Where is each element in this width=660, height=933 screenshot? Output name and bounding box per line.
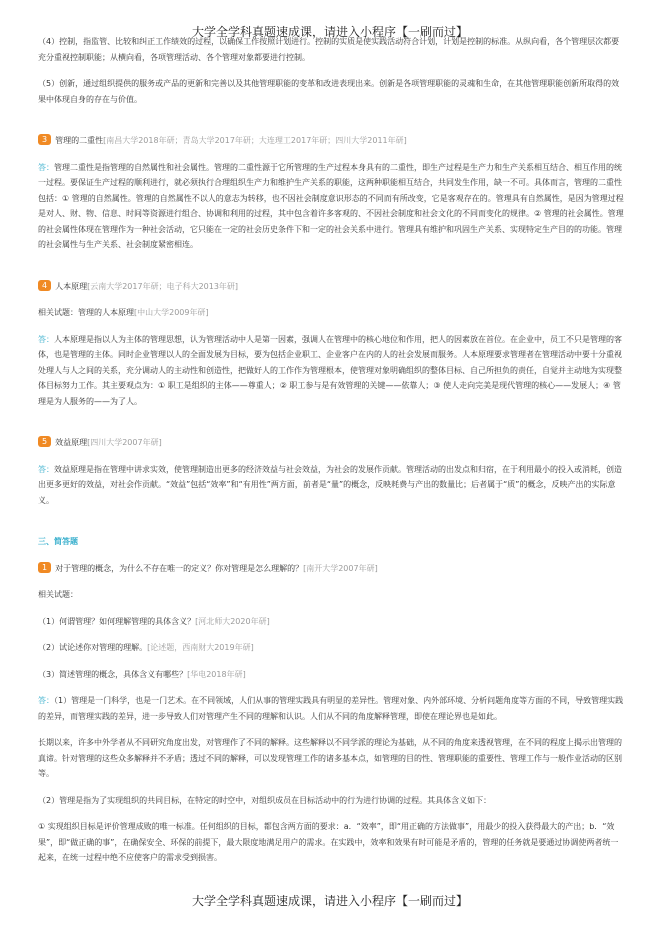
answer-label: 答： bbox=[38, 464, 54, 474]
answer-text: （1）管理是一门科学，也是一门艺术。在不同领域，人们从事的管理实践具有明显的差异性。管理对象、内外部环境、分析问题角度等方面的不同，导致管理实践的差异，而管理实践的差异，进一步导致人们对管理产生不同的理解和认识。人们从不同的角度解释管理，即使在理论界也是如此。 bbox=[38, 696, 624, 721]
related-text: （1）何谓管理？如何理解管理的具体含义？ bbox=[38, 616, 196, 626]
short-answer-paragraph-2: 长期以来，许多中外学者从不同研究角度出发，对管理作了不同的解释。这些解释以不同学派的理论为基础，从不同的角度来透视管理，在不同的程度上揭示出管理的真谛。针对管理的这些众多解释并不矛盾；透过不同的解释，可以发现管理工作的诸多基本点，如管理的目的性、管理职能的重要性、管理工作与一般作业活动的区别等。 bbox=[38, 738, 622, 778]
question-title: 人本原理 bbox=[55, 281, 88, 291]
answer-text: 管理二重性是指管理的自然属性和社会属性。管理的二重性源于它所管理的生产过程本身具有的二重性，即生产过程是生产力和生产关系相互结合、相互作用的统一过程。要保证生产过程的顺利进行，就必须执行合理组织生产力和维护生产关系的职能，这两种职能相互结合，共同发生作用，缺一不可。具体而言，管理的二重性包括：① 管理的自然属性。管理的自然属性不以人的意志为转移，也不因社会制度意识形态的不同而有所改变，它是客观存在的。管理具有自然属性，是因为管理过程是对人、财、物、信息、时间等资源进行组合、协调和利用的过程，其中包含着许多客观的、不因社会制度和社会文化的不同而变化的规律。② 管理的社会属性。管理的社会属性体现在管理作为一种社会活动，它只能在一定的社会历史条件下和一定的社会关系中进行。管理具有维护和巩固生产关系、实现特定生产目的的功能。管理的社会属性与生产关系、社会制度紧密相连。 bbox=[38, 162, 624, 249]
answer-text: 人本原理是指以人为主体的管理思想，认为管理活动中人是第一因素，强调人在管理中的核心地位和作用，把人的因素放在首位。在企业中，员工不只是管理的客体，也是管理的主体。同时企业管理以人的全面发展为目标，要为包括企业职工、企业客户在内的人的社会发展而服务。人本原理要求管理者在管理活动中要十分重视处理人与人之间的关系，充分调动人的主动性和创造性，把做好人的工作作为管理根本，使管理对象明确组织的整体目标、自己所担负的责任，自觉并主动地为实现整体目标努力工作。其主要观点为：① 职工是组织的主体——尊重人；② 职工参与是有效管理的关键——依靠人；③ 使人走向完美是现代管理的核心——发展人；④ 管理是为人服务的——为了人。 bbox=[38, 334, 622, 406]
related-source: [论述题，西南财大2019年研] bbox=[147, 643, 254, 652]
short-answer-paragraph-1 bbox=[38, 693, 624, 724]
question-source: [南开大学2007年研] bbox=[303, 563, 378, 573]
related-source: [华电2018年研] bbox=[187, 669, 246, 679]
question-5-heading bbox=[38, 435, 624, 451]
related-question-3 bbox=[38, 667, 624, 683]
related-text: （3）简述管理的概念，具体含义有哪些？ bbox=[38, 669, 188, 679]
related-label: 相关试题： bbox=[38, 308, 78, 317]
question-3-answer bbox=[38, 160, 624, 253]
question-number-badge: 1 bbox=[38, 562, 51, 573]
watermark-top: 大学全学科真题速成课，请进入小程序【一刷而过】 bbox=[191, 25, 468, 39]
short-answer-paragraph-4: ① 实现组织目标是评价管理成败的唯一标准。任何组织的目标，都包含两方面的要求：a．“效率”，即“用正确的方法做事”，用最少的投入获得最大的产出；b．“效果”，即“做正确的事”，在确保安全、环保的前提下，最大限度地满足用户的需求。在实践中，效率和效果有时可能是矛盾的，管理的任务就是要通过协调使两者统一起来，在统一过程中绝不应使客户的需求受到损害。 bbox=[38, 822, 619, 862]
question-4-answer bbox=[38, 332, 624, 410]
question-title: 效益原理 bbox=[55, 438, 88, 447]
question-3-heading bbox=[38, 133, 624, 149]
answer-label: 答： bbox=[38, 334, 54, 344]
question-number-badge: 4 bbox=[38, 280, 51, 291]
question-title: 对于管理的概念，为什么不存在唯一的定义？你对管理是怎么理解的？ bbox=[55, 563, 304, 573]
related-source: [中山大学2009年研] bbox=[134, 308, 209, 317]
watermark-bottom: 大学全学科真题速成课，请进入小程序【一刷而过】 bbox=[191, 894, 468, 908]
document-body bbox=[38, 34, 624, 866]
question-source: [四川大学2007年研] bbox=[87, 438, 162, 447]
answer-label: 答： bbox=[38, 696, 54, 705]
short-question-1-heading bbox=[38, 561, 624, 577]
paragraph-control: （4）控制，指监管、比较和纠正工作绩效的过程，以确保工作按照计划进行。控制的实质是使实践活动符合计划，计划是控制的标准。从纵向看，各个管理层次都要充分重视控制职能；从横向看，各项管理活动、各个管理对象都要进行控制。 bbox=[38, 37, 620, 62]
question-source: [南昌大学2018年研；青岛大学2017年研；大连理工2017年研；四川大学2011年研] bbox=[103, 136, 407, 145]
question-4-related bbox=[38, 305, 624, 321]
short-answer-paragraph-3: （2）管理是指为了实现组织的共同目标，在特定的时空中，对组织成员在目标活动中的行为进行协调的过程。其具体含义如下： bbox=[38, 795, 492, 805]
related-question-1 bbox=[38, 614, 624, 630]
related-source: [河北师大2020年研] bbox=[195, 616, 270, 626]
answer-text: 效益原理是指在管理中讲求实效，使管理制造出更多的经济效益与社会效益，为社会的发展作贡献。管理活动的出发点和归宿，在于利用最小的投入或消耗，创造出更多更好的效益，对社会作贡献。“效益”包括“效率”和“有用性”两方面，前者是“量”的概念，反映耗费与产出的数量比；后者属于“质”的概念，反映产出的实际意义。 bbox=[38, 464, 622, 505]
question-4-heading bbox=[38, 279, 624, 295]
related-title: 管理的人本原理 bbox=[78, 308, 134, 317]
related-question-2 bbox=[38, 640, 624, 656]
question-5-answer bbox=[38, 462, 624, 509]
paragraph-innovation: （5）创新，通过组织提供的服务或产品的更新和完善以及其他管理职能的变革和改进表现出来。创新是各项管理职能的灵魂和生命，在其他管理职能创新所取得的效果中体现自身的存在与价值。 bbox=[38, 79, 620, 104]
related-label: 相关试题： bbox=[38, 590, 78, 599]
related-text: （2）试论述你对管理的理解。 bbox=[38, 643, 148, 652]
section-heading: 三、简答题 bbox=[38, 537, 78, 546]
question-number-badge: 5 bbox=[38, 436, 51, 447]
answer-label: 答： bbox=[38, 162, 54, 172]
question-number-badge: 3 bbox=[38, 134, 51, 145]
question-source: [云南大学2017年研；电子科大2013年研] bbox=[87, 281, 239, 291]
question-title: 管理的二重性 bbox=[55, 136, 104, 145]
